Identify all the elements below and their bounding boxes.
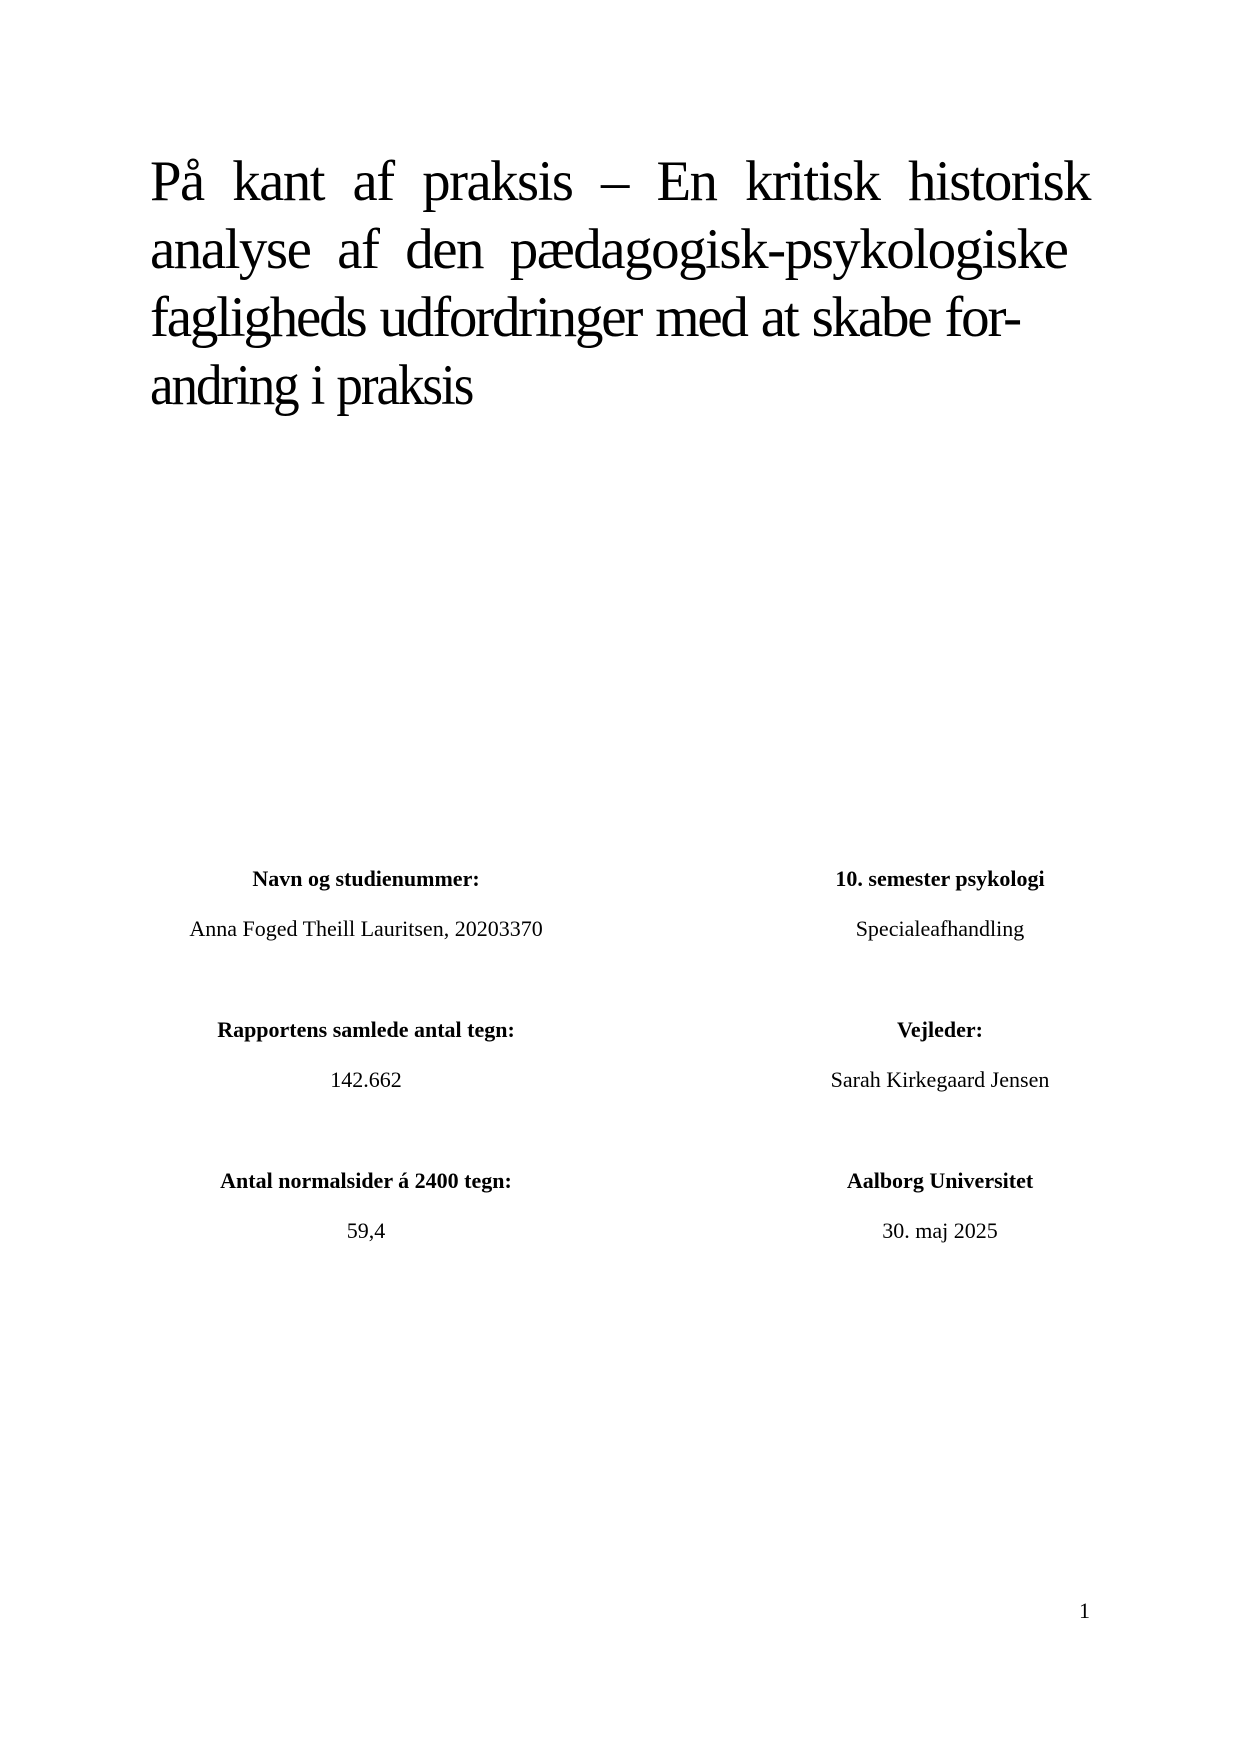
normal-pages-value: 59,4 <box>346 1218 386 1243</box>
semester-label: 10. semester psykologi <box>835 866 1045 891</box>
date-value: 30. maj 2025 <box>882 1218 998 1243</box>
semester-block <box>724 866 1156 1017</box>
title-line-4: andring i praksis <box>150 354 473 417</box>
title-line-2: analyse af den pædagogisk-psykologiske <box>150 218 1068 281</box>
info-column-left <box>150 866 582 1319</box>
normal-pages-label: Antal normalsider á 2400 tegn: <box>220 1168 512 1193</box>
university-block <box>724 1168 1156 1319</box>
char-count-value: 142.662 <box>330 1067 402 1092</box>
student-value: Anna Foged Theill Lauritsen, 20203370 <box>189 916 543 941</box>
student-info-block <box>150 866 582 1017</box>
char-count-block <box>150 1017 582 1168</box>
supervisor-label: Vejleder: <box>897 1017 983 1042</box>
document-title <box>150 148 1090 420</box>
semester-value: Specialeafhandling <box>855 916 1025 941</box>
char-count-label: Rapportens samlede antal tegn: <box>217 1017 515 1042</box>
supervisor-block <box>724 1017 1156 1168</box>
page-number: 1 <box>1079 1598 1090 1623</box>
title-line-1: På kant af praksis – En kritisk historisk <box>150 150 1090 213</box>
student-label: Navn og studienummer: <box>252 866 480 891</box>
supervisor-value: Sarah Kirkegaard Jensen <box>830 1067 1050 1092</box>
university-label: Aalborg Universitet <box>846 1168 1034 1193</box>
normal-pages-block <box>150 1168 582 1319</box>
title-line-3: fagligheds udfordringer med at skabe for- <box>150 286 1020 349</box>
info-column-right <box>724 866 1156 1319</box>
